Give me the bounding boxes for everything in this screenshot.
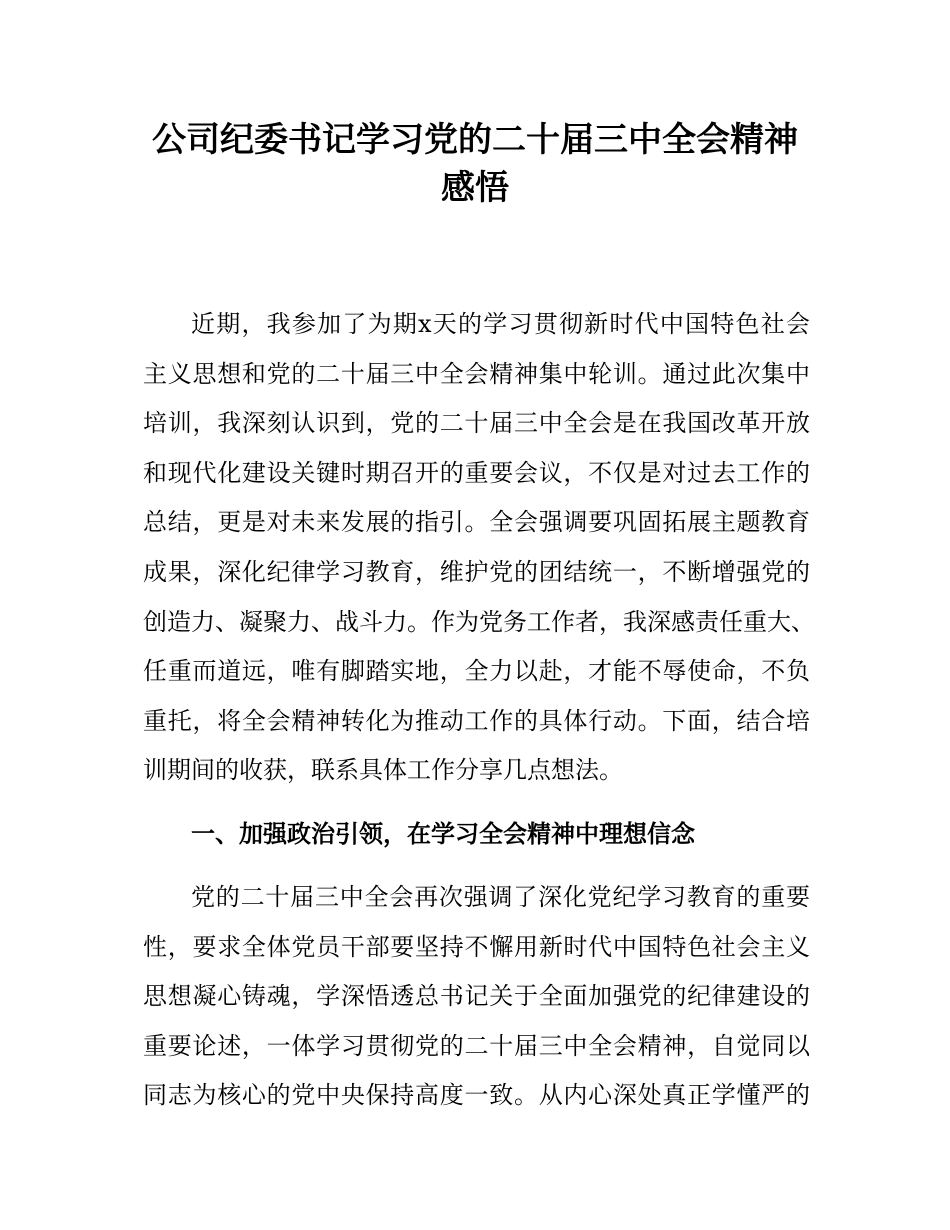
- paragraph-intro: [143, 300, 815, 796]
- heading-text: 一、加强政治引领，在学习全会精神中理想信念: [191, 820, 695, 848]
- document-title: [0, 116, 950, 212]
- title-line-2: 感悟: [441, 168, 509, 208]
- text-line: 和现代化建设关键时期召开的重要会议，不仅是对过去工作的: [143, 458, 810, 487]
- text-line: 同志为核心的党中央保持高度一致。从内心深处真正学懂严的: [143, 1081, 810, 1110]
- text-line: 培训，我深刻认识到，党的二十届三中全会是在我国改革开放: [143, 409, 810, 438]
- text-line: 党的二十届三中全会再次强调了深化党纪学习教育的重要: [191, 883, 810, 911]
- text-line: 创造力、凝聚力、战斗力。作为党务工作者，我深感责任重大、: [143, 607, 815, 636]
- text-line: 思想凝心铸魂，学深悟透总书记关于全面加强党的纪律建设的: [143, 982, 810, 1011]
- title-line-1: 公司纪委书记学习党的二十届三中全会精神: [152, 120, 798, 160]
- text-line: 总结，更是对未来发展的指引。全会强调要巩固拓展主题教育: [143, 508, 810, 537]
- text-line: 近期，我参加了为期x天的学习贯彻新时代中国特色社会: [191, 310, 810, 338]
- paragraph-section-1: [143, 873, 810, 1121]
- text-line: 任重而道远，唯有脚踏实地，全力以赴，才能不辱使命，不负: [143, 657, 810, 686]
- section-heading-1: [143, 810, 810, 860]
- text-line: 训期间的收获，联系具体工作分享几点想法。: [143, 756, 623, 785]
- text-line: 重托，将全会精神转化为推动工作的具体行动。下面，结合培: [143, 706, 810, 735]
- text-line: 性，要求全体党员干部要坚持不懈用新时代中国特色社会主义: [143, 932, 810, 961]
- text-line: 成果，深化纪律学习教育，维护党的团结统一，不断增强党的: [143, 557, 810, 586]
- text-line: 重要论述，一体学习贯彻党的二十届三中全会精神，自觉同以: [143, 1031, 810, 1060]
- text-line: 主义思想和党的二十届三中全会精神集中轮训。通过此次集中: [143, 359, 810, 388]
